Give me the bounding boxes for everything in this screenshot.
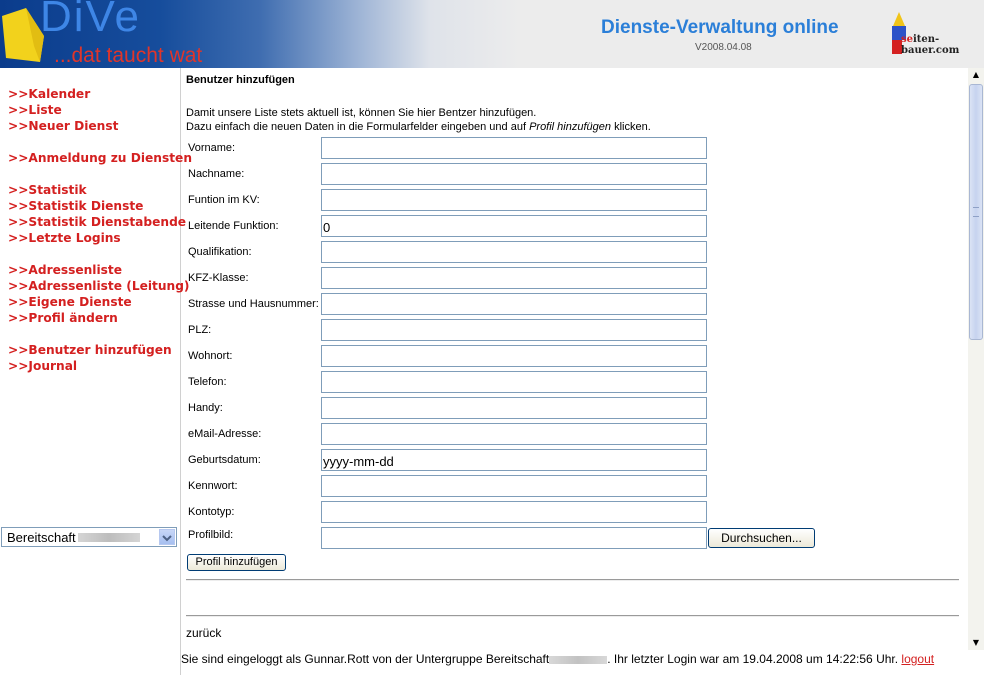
- input-kontotyp[interactable]: [321, 501, 707, 523]
- label-kennwort: Kennwort:: [188, 480, 238, 492]
- nav-link-statistik-dienstabende[interactable]: >>Statistik Dienstabende: [8, 215, 187, 229]
- page-title: Benutzer hinzufügen: [186, 74, 295, 86]
- nav-link-letzte-logins[interactable]: >>Letzte Logins: [8, 231, 121, 245]
- nav-link-neuer-dienst[interactable]: >>Neuer Dienst: [8, 119, 119, 133]
- redacted-text: [78, 533, 140, 542]
- input-nachname[interactable]: [321, 163, 707, 185]
- logo-text: DiVe: [40, 0, 141, 41]
- scrollbar-grip-icon: [973, 207, 979, 217]
- footer-text-end: . Ihr letzter Login war am 19.04.2008 um 14:22:56 Uhr.: [607, 652, 899, 666]
- vertical-scrollbar[interactable]: [968, 68, 984, 650]
- input-qualifikation[interactable]: [321, 241, 707, 263]
- input-profilbild[interactable]: [321, 527, 707, 549]
- nav-link-anmeldung[interactable]: >>Anmeldung zu Diensten: [8, 151, 192, 165]
- header-banner: [0, 0, 984, 68]
- chevron-down-icon[interactable]: [159, 529, 175, 545]
- input-vorname[interactable]: [321, 137, 707, 159]
- sidebar: [0, 68, 192, 675]
- input-kennwort[interactable]: [321, 475, 707, 497]
- divider: [186, 615, 959, 617]
- label-plz: PLZ:: [188, 324, 212, 336]
- label-funktion-im-kv: Funtion im KV:: [188, 194, 260, 206]
- app-title: Dienste-Verwaltung online: [601, 17, 839, 38]
- label-wohnort: Wohnort:: [188, 350, 233, 362]
- input-funktion-im-kv[interactable]: [321, 189, 707, 211]
- nav-link-liste[interactable]: >>Liste: [8, 103, 62, 117]
- label-kfz-klasse: KFZ-Klasse:: [188, 272, 249, 284]
- input-handy[interactable]: [321, 397, 707, 419]
- label-geburtsdatum: Geburtsdatum:: [188, 454, 261, 466]
- intro-text-line-1: Damit unsere Liste stets aktuell ist, können Sie hier Bentzer hinzufügen.: [186, 107, 537, 119]
- main-content: [180, 68, 968, 675]
- label-leitende-funktion: Leitende Funktion:: [188, 220, 279, 232]
- input-wohnort[interactable]: [321, 345, 707, 367]
- divider: [186, 579, 959, 581]
- logo-slogan: ...dat taucht wat: [54, 44, 203, 67]
- input-strasse[interactable]: [321, 293, 707, 315]
- footer-text-start: Sie sind eingeloggt als Gunnar.Rott von der Untergruppe Bereitschaft: [181, 652, 550, 666]
- redacted-text: [549, 656, 607, 664]
- input-plz[interactable]: [321, 319, 707, 341]
- add-profile-button[interactable]: Profil hinzufügen: [187, 554, 286, 571]
- label-kontotyp: Kontotyp:: [188, 506, 235, 518]
- nav-link-eigene-dienste[interactable]: >>Eigene Dienste: [8, 295, 132, 309]
- app-version: V2008.04.08: [695, 42, 752, 53]
- nav-link-statistik[interactable]: >>Statistik: [8, 183, 87, 197]
- nav-link-benutzer-hinzufuegen[interactable]: >>Benutzer hinzufügen: [8, 343, 172, 357]
- logout-link[interactable]: logout: [901, 652, 935, 666]
- back-link[interactable]: zurück: [186, 626, 222, 640]
- input-email[interactable]: [321, 423, 707, 445]
- label-strasse: Strasse und Hausnummer:: [188, 298, 319, 310]
- intro-emphasis: Profil hinzufügen: [529, 121, 612, 133]
- scroll-down-arrow-icon[interactable]: ▼: [972, 638, 980, 647]
- scroll-up-arrow-icon[interactable]: ▲: [972, 70, 980, 79]
- label-profilbild: Profilbild:: [188, 529, 234, 541]
- group-select-value: Bereitschaft: [7, 530, 76, 545]
- label-qualifikation: Qualifikation:: [188, 246, 252, 258]
- nav-link-profil-aendern[interactable]: >>Profil ändern: [8, 311, 118, 325]
- seiten-bauer-logo-text[interactable]: seiten-bauer.com: [901, 34, 960, 56]
- nav-link-kalender[interactable]: >>Kalender: [8, 87, 91, 101]
- intro-text-line-2: Dazu einfach die neuen Daten in die Formularfelder eingeben und auf Profil hinzufügen klicken.: [186, 121, 651, 133]
- label-nachname: Nachname:: [188, 168, 245, 180]
- nav-link-statistik-dienste[interactable]: >>Statistik Dienste: [8, 199, 144, 213]
- label-email: eMail-Adresse:: [188, 428, 262, 440]
- login-status-footer: [181, 652, 934, 666]
- group-select[interactable]: [1, 527, 177, 547]
- nav-link-adressenliste[interactable]: >>Adressenliste: [8, 263, 123, 277]
- input-geburtsdatum[interactable]: [321, 449, 707, 471]
- input-telefon[interactable]: [321, 371, 707, 393]
- nav-link-adressenliste-leitung[interactable]: >>Adressenliste (Leitung): [8, 279, 190, 293]
- label-handy: Handy:: [188, 402, 223, 414]
- label-telefon: Telefon:: [188, 376, 227, 388]
- label-vorname: Vorname:: [188, 142, 236, 154]
- input-leitende-funktion[interactable]: [321, 215, 707, 237]
- input-kfz-klasse[interactable]: [321, 267, 707, 289]
- browse-button[interactable]: Durchsuchen...: [708, 528, 815, 548]
- nav-link-journal[interactable]: >>Journal: [8, 359, 78, 373]
- scrollbar-thumb[interactable]: [969, 84, 983, 340]
